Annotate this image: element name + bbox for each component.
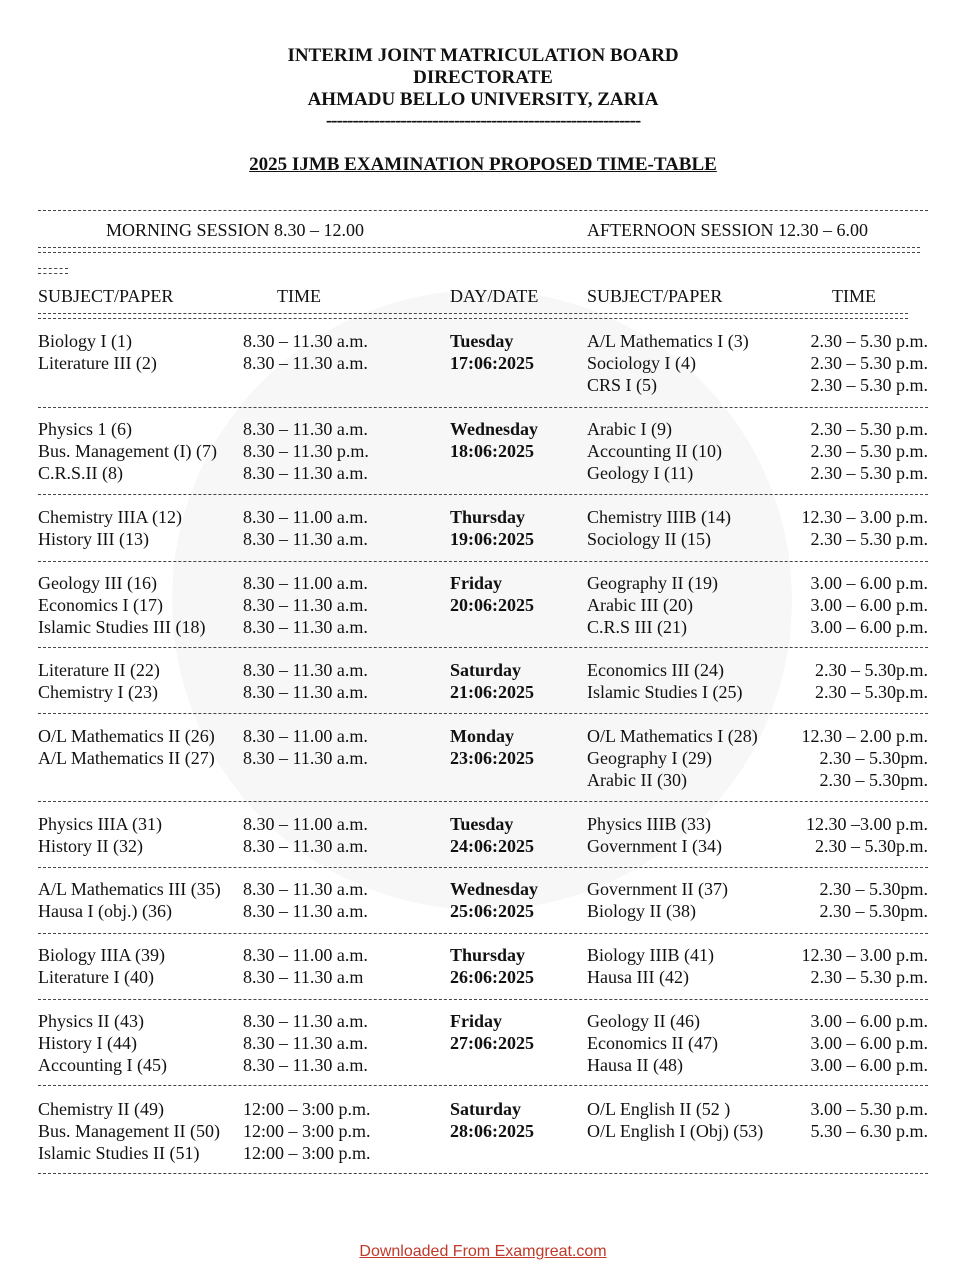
- morning-time: 8.30 – 11.30 a.m: [243, 967, 364, 987]
- morning-subject: Chemistry I (23): [38, 682, 158, 702]
- afternoon-time: 2.30 – 5.30p.m.: [814, 836, 928, 856]
- exam-day: Saturday: [450, 1099, 522, 1119]
- afternoon-subject: Sociology I (4): [587, 353, 696, 373]
- exam-day: Thursday: [450, 945, 526, 965]
- morning-time: 8.30 – 11.30 a.m.: [243, 1011, 368, 1031]
- exam-date: 21:06:2025: [450, 682, 534, 702]
- afternoon-time: 2.30 – 5.30 p.m.: [810, 331, 928, 351]
- afternoon-subject: Accounting II (10): [587, 441, 722, 461]
- morning-subject: Biology IIIA (39): [38, 945, 165, 965]
- afternoon-subject: Chemistry IIIB (14): [587, 507, 731, 527]
- afternoon-subject: Sociology II (15): [587, 529, 711, 549]
- university-name: AHMADU BELLO UNIVERSITY, ZARIA: [307, 89, 659, 110]
- morning-subject: O/L Mathematics II (26): [38, 726, 215, 746]
- row-divider: [38, 867, 928, 868]
- morning-subject: Islamic Studies III (18): [38, 617, 206, 637]
- page-title: 2025 IJMB EXAMINATION PROPOSED TIME-TABLE: [249, 154, 717, 175]
- afternoon-subject: Biology IIIB (41): [587, 945, 714, 965]
- afternoon-time: 5.30 – 6.30 p.m.: [810, 1121, 928, 1141]
- afternoon-time: 2.30 – 5.30pm.: [819, 748, 928, 768]
- directorate: DIRECTORATE: [413, 67, 553, 88]
- divider: [38, 273, 68, 274]
- morning-time: 8.30 – 11.30 a.m.: [243, 353, 368, 373]
- morning-time: 12:00 – 3:00 p.m.: [243, 1143, 371, 1163]
- exam-date: 19:06:2025: [450, 529, 534, 549]
- exam-date: 18:06:2025: [450, 441, 534, 461]
- morning-time: 8.30 – 11.30 a.m.: [243, 595, 368, 615]
- morning-time: 12:00 – 3:00 p.m.: [243, 1121, 371, 1141]
- afternoon-time: 2.30 – 5.30 p.m.: [810, 967, 928, 987]
- morning-time: 8.30 – 11.00 a.m.: [243, 945, 368, 965]
- afternoon-subject: Geology I (11): [587, 463, 694, 483]
- column-header-subject-afternoon: SUBJECT/PAPER: [587, 286, 723, 306]
- exam-day: Friday: [450, 1011, 502, 1031]
- exam-day: Wednesday: [450, 419, 539, 439]
- morning-subject: C.R.S.II (8): [38, 463, 123, 483]
- morning-time: 8.30 – 11.30 p.m.: [243, 441, 369, 461]
- afternoon-session-label: AFTERNOON SESSION 12.30 – 6.00: [587, 220, 869, 240]
- morning-subject: A/L Mathematics II (27): [38, 748, 215, 768]
- morning-subject: History I (44): [38, 1033, 137, 1053]
- exam-date: 20:06:2025: [450, 595, 534, 615]
- afternoon-time: 12.30 – 2.00 p.m.: [801, 726, 928, 746]
- row-divider: [38, 494, 928, 495]
- afternoon-subject: O/L Mathematics I (28): [587, 726, 758, 746]
- morning-subject: Chemistry IIIA (12): [38, 507, 182, 527]
- row-divider: [38, 647, 928, 648]
- double-divider: [38, 247, 920, 253]
- afternoon-time: 3.00 – 6.00 p.m.: [810, 1055, 928, 1075]
- morning-subject: Islamic Studies II (51): [38, 1143, 200, 1163]
- column-header-time-morning: TIME: [277, 286, 321, 306]
- morning-subject: Literature I (40): [38, 967, 154, 987]
- exam-day: Monday: [450, 726, 515, 746]
- afternoon-subject: O/L English I (Obj) (53): [587, 1121, 764, 1141]
- divider: [38, 210, 928, 211]
- afternoon-time: 2.30 – 5.30 p.m.: [810, 375, 928, 395]
- afternoon-time: 3.00 – 6.00 p.m.: [810, 1011, 928, 1031]
- morning-subject: Physics IIIA (31): [38, 814, 162, 834]
- afternoon-subject: Hausa II (48): [587, 1055, 683, 1075]
- exam-date: 28:06:2025: [450, 1121, 534, 1141]
- morning-time: 8.30 – 11.00 a.m.: [243, 573, 368, 593]
- morning-time: 8.30 – 11.00 a.m.: [243, 814, 368, 834]
- morning-time: 8.30 – 11.30 a.m.: [243, 331, 368, 351]
- exam-day: Tuesday: [450, 331, 514, 351]
- afternoon-subject: A/L Mathematics I (3): [587, 331, 749, 351]
- morning-subject: Bus. Management II (50): [38, 1121, 220, 1141]
- afternoon-time: 2.30 – 5.30 p.m.: [810, 419, 928, 439]
- afternoon-time: 2.30 – 5.30pm.: [819, 770, 928, 790]
- morning-subject: Economics I (17): [38, 595, 163, 615]
- morning-time: 8.30 – 11.30 a.m.: [243, 748, 368, 768]
- afternoon-time: 3.00 – 5.30 p.m.: [810, 1099, 928, 1119]
- afternoon-time: 12.30 – 3.00 p.m.: [801, 945, 928, 965]
- morning-time: 8.30 – 11.30 a.m.: [243, 836, 368, 856]
- morning-time: 12:00 – 3:00 p.m.: [243, 1099, 371, 1119]
- exam-day: Wednesday: [450, 879, 539, 899]
- exam-date: 27:06:2025: [450, 1033, 534, 1053]
- afternoon-subject: Biology II (38): [587, 901, 696, 921]
- afternoon-time: 3.00 – 6.00 p.m.: [810, 1033, 928, 1053]
- row-divider: [38, 561, 928, 562]
- morning-time: 8.30 – 11.00 a.m.: [243, 507, 368, 527]
- morning-subject: Accounting I (45): [38, 1055, 167, 1075]
- row-divider: [38, 933, 928, 934]
- morning-time: 8.30 – 11.30 a.m.: [243, 1055, 368, 1075]
- morning-time: 8.30 – 11.30 a.m.: [243, 529, 368, 549]
- afternoon-subject: Arabic I (9): [587, 419, 672, 439]
- morning-time: 8.30 – 11.30 a.m.: [243, 660, 368, 680]
- morning-session-label: MORNING SESSION 8.30 – 12.00: [106, 220, 365, 240]
- afternoon-time: 2.30 – 5.30 p.m.: [810, 529, 928, 549]
- morning-time: 8.30 – 11.30 a.m.: [243, 682, 368, 702]
- morning-subject: Literature III (2): [38, 353, 157, 373]
- row-divider: [38, 1085, 928, 1086]
- afternoon-subject: Islamic Studies I (25): [587, 682, 743, 702]
- morning-subject: Literature II (22): [38, 660, 160, 680]
- morning-subject: Bus. Management (I) (7): [38, 441, 217, 461]
- afternoon-subject: Geography I (29): [587, 748, 712, 768]
- exam-date: 25:06:2025: [450, 901, 534, 921]
- exam-date: 26:06:2025: [450, 967, 534, 987]
- divider: [38, 268, 68, 269]
- afternoon-subject: Economics II (47): [587, 1033, 718, 1053]
- row-divider: [38, 713, 928, 714]
- exam-day: Thursday: [450, 507, 526, 527]
- afternoon-time: 12.30 –3.00 p.m.: [805, 814, 928, 834]
- afternoon-time: 3.00 – 6.00 p.m.: [810, 595, 928, 615]
- morning-subject: Biology I (1): [38, 331, 132, 351]
- afternoon-subject: Geography II (19): [587, 573, 718, 593]
- afternoon-subject: Government I (34): [587, 836, 722, 856]
- afternoon-subject: Arabic II (30): [587, 770, 687, 790]
- exam-date: 17:06:2025: [450, 353, 534, 373]
- afternoon-subject: Physics IIIB (33): [587, 814, 711, 834]
- afternoon-subject: C.R.S III (21): [587, 617, 687, 637]
- afternoon-subject: O/L English II (52 ): [587, 1099, 731, 1119]
- afternoon-time: 2.30 – 5.30p.m.: [814, 660, 928, 680]
- afternoon-subject: CRS I (5): [587, 375, 658, 395]
- morning-time: 8.30 – 11.30 a.m.: [243, 901, 368, 921]
- row-divider: [38, 801, 928, 802]
- double-divider: [38, 313, 908, 319]
- morning-time: 8.30 – 11.30 a.m.: [243, 1033, 368, 1053]
- morning-time: 8.30 – 11.30 a.m.: [243, 879, 368, 899]
- morning-time: 8.30 – 11.00 a.m.: [243, 726, 368, 746]
- afternoon-subject: Arabic III (20): [587, 595, 693, 615]
- afternoon-subject: Hausa III (42): [587, 967, 689, 987]
- column-header-subject-morning: SUBJECT/PAPER: [38, 286, 174, 306]
- afternoon-subject: Government II (37): [587, 879, 728, 899]
- afternoon-time: 2.30 – 5.30 p.m.: [810, 441, 928, 461]
- morning-time: 8.30 – 11.30 a.m.: [243, 419, 368, 439]
- afternoon-time: 2.30 – 5.30 p.m.: [810, 353, 928, 373]
- afternoon-time: 12.30 – 3.00 p.m.: [801, 507, 928, 527]
- exam-day: Saturday: [450, 660, 522, 680]
- header-rule: -----------------------------------------------------------: [325, 110, 641, 131]
- column-header-day-date: DAY/DATE: [450, 286, 539, 306]
- morning-time: 8.30 – 11.30 a.m.: [243, 463, 368, 483]
- exam-date: 24:06:2025: [450, 836, 534, 856]
- afternoon-time: 3.00 – 6.00 p.m.: [810, 617, 928, 637]
- exam-date: 23:06:2025: [450, 748, 534, 768]
- afternoon-subject: Economics III (24): [587, 660, 724, 680]
- morning-subject: Hausa I (obj.) (36): [38, 901, 172, 921]
- row-divider: [38, 1173, 928, 1174]
- afternoon-time: 2.30 – 5.30p.m.: [814, 682, 928, 702]
- morning-time: 8.30 – 11.30 a.m.: [243, 617, 368, 637]
- row-divider: [38, 407, 928, 408]
- morning-subject: Geology III (16): [38, 573, 157, 593]
- exam-day: Tuesday: [450, 814, 514, 834]
- board-name: INTERIM JOINT MATRICULATION BOARD: [287, 45, 679, 66]
- row-divider: [38, 999, 928, 1000]
- footer-link[interactable]: Downloaded From Examgreat.com: [359, 1243, 607, 1260]
- morning-subject: Physics 1 (6): [38, 419, 132, 439]
- morning-subject: History II (32): [38, 836, 143, 856]
- column-header-time-afternoon: TIME: [832, 286, 876, 306]
- morning-subject: History III (13): [38, 529, 149, 549]
- afternoon-time: 3.00 – 6.00 p.m.: [810, 573, 928, 593]
- morning-subject: Physics II (43): [38, 1011, 144, 1031]
- afternoon-time: 2.30 – 5.30pm.: [819, 901, 928, 921]
- afternoon-time: 2.30 – 5.30pm.: [819, 879, 928, 899]
- morning-subject: A/L Mathematics III (35): [38, 879, 221, 899]
- morning-subject: Chemistry II (49): [38, 1099, 164, 1119]
- afternoon-subject: Geology II (46): [587, 1011, 700, 1031]
- exam-day: Friday: [450, 573, 502, 593]
- afternoon-time: 2.30 – 5.30 p.m.: [810, 463, 928, 483]
